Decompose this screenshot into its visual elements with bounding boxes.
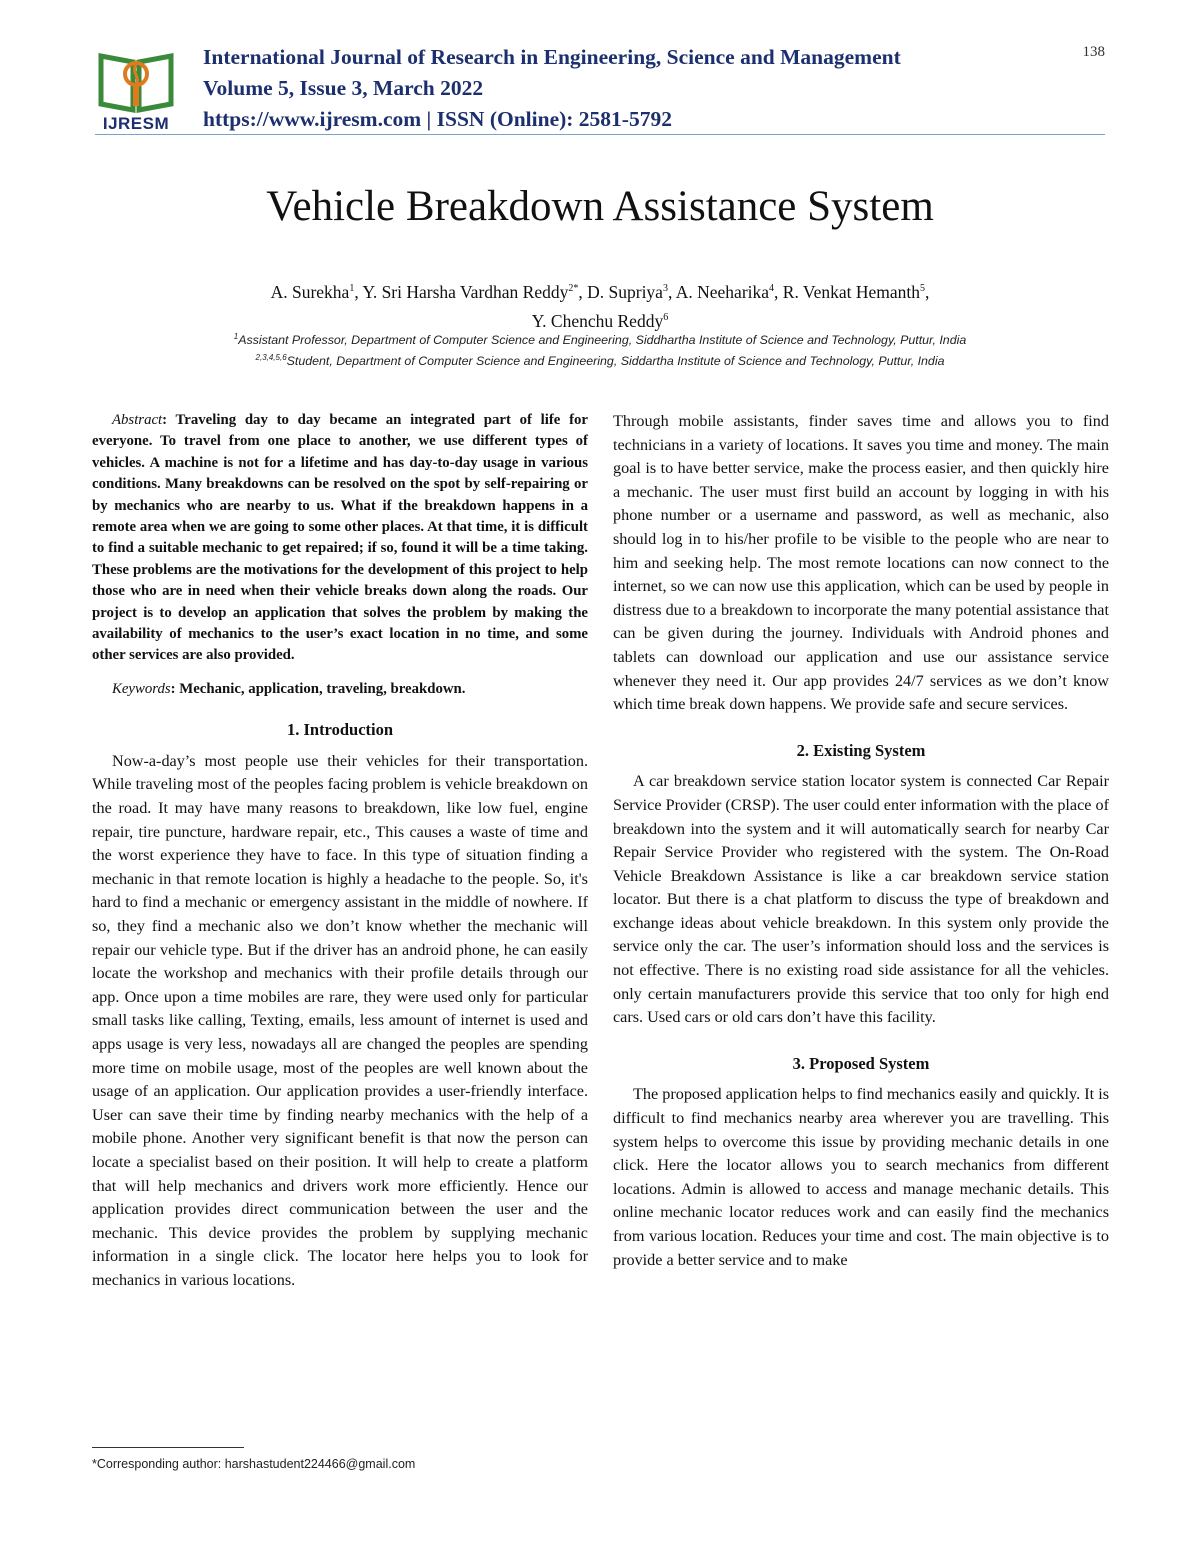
- author-name: D. Supriya: [587, 281, 663, 302]
- journal-name: International Journal of Research in Engineering, Science and Management: [203, 45, 901, 69]
- section-heading-existing-system: 2. Existing System: [796, 740, 926, 760]
- author-line-1: [0, 276, 1200, 305]
- author-name: R. Venkat Hemanth: [782, 281, 921, 302]
- abstract-label: Abstract: [112, 412, 163, 428]
- paper-title: Vehicle Breakdown Assistance System: [266, 183, 934, 230]
- footnote-divider: [92, 1447, 244, 1448]
- author-sup: 5: [920, 283, 926, 294]
- open-book-icon: [95, 44, 177, 114]
- author-separator: ,: [925, 281, 930, 302]
- proposed-system-text: The proposed application helps to find mechanics easily and quickly. It is difficult to find mechanics nearby area wherever you are travelling. This system helps to overcome this issue by providing mechanic details in one click. Here the locator allows you to search mechanics from different locations. Admin is allowed to access and manage mechanic details. This online mechanic locator reduces work and can easily find the mechanics from various location. Reduces your time and cost. The main objective is to provide a better service and to make: [613, 1085, 1109, 1269]
- author-name: Y. Chenchu Reddy: [531, 310, 664, 331]
- affiliation-text: Student, Department of Computer Science and Engineering, Siddartha Institute of Science and Technology, Puttur, India: [286, 354, 945, 369]
- journal-url-issn[interactable]: https://www.ijresm.com | ISSN (Online): 2581-5792: [203, 107, 672, 131]
- keywords-label: Keywords: [112, 680, 171, 697]
- header-divider: [95, 134, 1105, 135]
- section-heading-proposed-system: 3. Proposed System: [792, 1053, 930, 1073]
- page-number: 138: [1082, 44, 1105, 60]
- author-list: [0, 276, 1200, 334]
- keywords-text: : Mechanic, application, traveling, breakdown.: [170, 680, 466, 697]
- journal-logo: [95, 44, 177, 134]
- affiliation-text: Assistant Professor, Department of Computer Science and Engineering, Siddhartha Institute of Science and Technology, Puttur, India: [238, 333, 967, 348]
- existing-system-text: A car breakdown service station locator system is connected Car Repair Service Provider (CRSP). The user could enter information with the place of breakdown into the system and it will automatically search for nearby Car Repair Service Provider who registered with the system. The On-Road Vehicle Breakdown Assistance is like a car breakdown service station locator. But there is a chat platform to discuss the type of breakdown and exchange ideas about vehicle breakdown. In this system only provide the service only the car. The user’s information should loss and the services is not effective. There is no existing road side assistance for all the vehicles. only certain manufacturers provide this service that too only for high end cars. Used cars or old cars don’t have this facility.: [613, 772, 1109, 1027]
- author-line-2: [0, 305, 1200, 334]
- author-name: A. Surekha: [270, 281, 350, 302]
- left-column: [92, 410, 588, 1293]
- author-separator: ,: [354, 281, 363, 302]
- affiliation-sup: 2,3,4,5,6: [255, 353, 287, 362]
- author-sup: 6: [663, 311, 669, 323]
- abstract-text: : Traveling day to day became an integrated part of life for everyone. To travel from one place to another, we use different types of vehicles. A machine is not for a lifetime and has day-to-day usage in various conditions. Many breakdowns can be resolved on the spot by self-repairing or by mechanics who are nearby to us. What if the breakdown happens in a remote area when we are going to some other places. At that time, it is difficult to find a suitable mechanic to get repaired; if so, found it will be a time taking. These problems are the motivations for the development of this project to help those who are in need when their vehicle breaks down along the roads. Our project is to develop an application that solves the problem by making the availability of mechanics to the user’s exact location in no time, and some other services are also provided.: [92, 412, 588, 664]
- affiliation-1: [0, 332, 1200, 347]
- author-sup: 1: [349, 283, 355, 294]
- affiliation-2: [0, 353, 1200, 368]
- affiliation-sup: 1: [233, 332, 239, 341]
- journal-header: [95, 40, 1105, 140]
- author-sup: 2*: [568, 283, 579, 294]
- section-heading-introduction: 1. Introduction: [286, 720, 394, 740]
- author-separator: ,: [774, 281, 783, 302]
- author-separator: ,: [578, 281, 588, 302]
- logo-text: IJRESM: [102, 114, 170, 133]
- corresponding-author-footnote: *Corresponding author: harshastudent224466@gmail.com: [92, 1457, 416, 1471]
- journal-volume-issue: Volume 5, Issue 3, March 2022: [203, 76, 484, 100]
- author-name: A. Neeharika: [675, 281, 770, 302]
- right-column: [613, 410, 1109, 1272]
- author-sup: 4: [769, 283, 775, 294]
- introduction-text: Now-a-day’s most people use their vehicles for their transportation. While traveling most of the peoples facing problem is vehicle breakdown on the road. It may have many reasons to breakdown, like low fuel, engine repair, tire puncture, hardware repair, etc., This causes a waste of time and the worst experience they have to face. In this type of situation finding a mechanic in that remote location is highly a headache to the people. So, it's hard to find a mechanic or emergency assistant in the middle of nowhere. If so, they find a mechanic also we don’t know whether the mechanic will repair our vehicle type. But if the driver has an android phone, he can easily locate the workshop and mechanics with their profile details through our app. Once upon a time mobiles are rare, they were used only for particular small tasks like calling, Texting, emails, less amount of internet is used and apps usage is very less, nowadays all are changed the peoples are spending more time on mobile usage, most of the peoples are well known about the usage of an application. Our application provides a user-friendly interface. User can save their time by finding nearby mechanics with the help of a mobile phone. Another very significant benefit is that now the person can locate a specialist based on their position. It will help to create a platform that will help mechanics and drivers work more efficiently. Hence our application provides direct communication between the user and the mechanic. This device provides the problem by supplying mechanic information in a single click. The locator here helps you to look for mechanics in various locations.: [92, 751, 588, 1289]
- journal-info: [203, 42, 901, 135]
- abstract: [92, 410, 588, 667]
- introduction-continued-text: Through mobile assistants, finder saves time and allows you to find technicians in a variety of locations. It saves you time and money. The main goal is to have better service, make the process easier, and then quickly hire a mechanic. The user must first build an account by logging in with his phone number or a username and password, as well as mechanic, also should log in to his/her profile to be visible to the people who are near to him and seeking help. The most remote locations can now connect to the internet, so we can now use this application, which can be used by people in distress due to a breakdown to incorporate the many potential assistance that can be given during the journey. Individuals with Android phones and tablets can download our application and use our assistance service whenever they need it. Our app provides 24/7 services as we don’t know which time break down happens. We provide safe and secure services.: [613, 412, 1109, 714]
- author-separator: ,: [667, 281, 676, 302]
- keywords: [92, 679, 588, 700]
- author-name: Y. Sri Harsha Vardhan Reddy: [362, 281, 569, 302]
- author-sup: 3: [662, 283, 668, 294]
